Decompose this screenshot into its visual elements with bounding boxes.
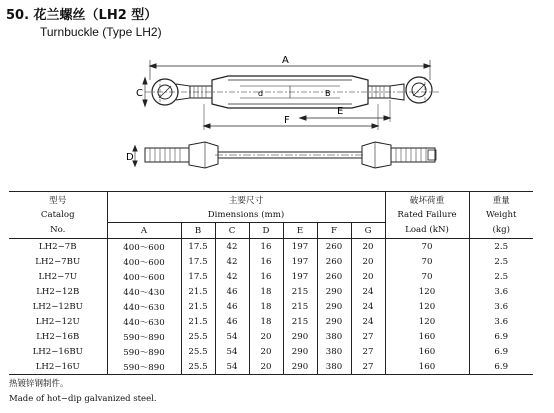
cell-load: 120 [385, 299, 469, 314]
col-load-cn: 破坏荷重 [385, 192, 469, 208]
cell-b: 21.5 [181, 299, 215, 314]
note-en: Made of hot−dip galvanized steel. [9, 394, 157, 404]
cell-b: 17.5 [181, 269, 215, 284]
col-load-en: Rated Failure [385, 207, 469, 223]
cell-b: 25.5 [181, 329, 215, 344]
col-model-en: Catalog [9, 207, 107, 223]
cell-e: 290 [283, 329, 317, 344]
cell-load: 120 [385, 284, 469, 299]
cell-e: 215 [283, 299, 317, 314]
col-weight-cn: 重量 [469, 192, 533, 208]
cell-b: 25.5 [181, 344, 215, 359]
table-row [9, 299, 533, 314]
col-weight-en: Weight [486, 209, 517, 220]
cell-model: LH2−16B [9, 329, 107, 344]
header-row-3 [9, 223, 533, 239]
cell-a: 440～430 [107, 284, 181, 299]
cell-weight: 3.6 [494, 316, 509, 327]
cell-e: 290 [283, 359, 317, 375]
cell-e: 197 [283, 269, 317, 284]
cell-weight: 6.9 [494, 346, 509, 357]
col-dim-f: F [317, 223, 351, 239]
col-weight-unit: (kg) [492, 225, 510, 236]
cell-f: 380 [317, 344, 351, 359]
cell-model: LH2−7BU [9, 254, 107, 269]
cell-f: 260 [317, 269, 351, 284]
cell-g: 27 [351, 359, 385, 375]
cell-e: 197 [283, 254, 317, 269]
cell-c: 46 [215, 284, 249, 299]
cell-d: 18 [249, 314, 283, 329]
dim-label-d: d [258, 89, 264, 98]
cell-d: 20 [249, 344, 283, 359]
dim-label-a: A [282, 55, 289, 66]
cell-e: 215 [283, 314, 317, 329]
cell-d: 16 [249, 254, 283, 269]
cell-a: 400～600 [107, 239, 181, 255]
cell-model: LH2−7U [9, 269, 107, 284]
cell-weight: 6.9 [469, 359, 533, 375]
col-dim-c: C [215, 223, 249, 239]
cell-a: 590～890 [107, 344, 181, 359]
header-row-1 [9, 192, 533, 208]
cell-g: 20 [351, 269, 385, 284]
cell-b: 25.5 [181, 359, 215, 375]
header-row-2 [9, 207, 533, 223]
cell-a: 400～600 [107, 269, 181, 284]
cell-e: 290 [283, 344, 317, 359]
dim-label-e: E [337, 106, 344, 117]
cell-d: 18 [249, 284, 283, 299]
cell-e: 215 [283, 284, 317, 299]
cell-weight: 3.6 [494, 286, 509, 297]
cell-load: 120 [385, 314, 469, 329]
cell-c: 42 [215, 254, 249, 269]
dim-label-d-side: D [126, 152, 134, 163]
cell-c: 42 [215, 239, 249, 255]
table-row [9, 239, 533, 255]
cell-weight: 6.9 [494, 331, 509, 342]
col-load-unit: Load (kN) [385, 223, 469, 239]
cell-model: LH2−16U [9, 359, 107, 375]
spec-table [9, 191, 533, 375]
cell-load: 70 [385, 254, 469, 269]
table-row [9, 359, 533, 375]
cell-a: 400～600 [107, 254, 181, 269]
cell-b: 21.5 [181, 314, 215, 329]
cell-d: 18 [249, 299, 283, 314]
cell-b: 17.5 [181, 254, 215, 269]
table-row [9, 284, 533, 299]
cell-weight: 2.5 [494, 256, 509, 267]
cell-b: 17.5 [181, 239, 215, 255]
cell-g: 20 [351, 254, 385, 269]
col-dim-b: B [181, 223, 215, 239]
cell-e: 197 [283, 239, 317, 255]
dim-label-c: C [136, 88, 143, 99]
col-dim-g: G [351, 223, 385, 239]
cell-c: 54 [215, 359, 249, 375]
col-dims-cn: 主要尺寸 [107, 192, 385, 208]
cell-c: 46 [215, 314, 249, 329]
cell-c: 46 [215, 299, 249, 314]
cell-a: 440～630 [107, 299, 181, 314]
cell-f: 260 [317, 254, 351, 269]
table-row [9, 344, 533, 359]
cell-model: LH2−12U [9, 314, 107, 329]
cell-load: 160 [385, 329, 469, 344]
turnbuckle-side-view [133, 142, 436, 168]
cell-load: 70 [385, 269, 469, 284]
cell-g: 24 [351, 299, 385, 314]
cell-f: 290 [317, 284, 351, 299]
col-dim-e: E [283, 223, 317, 239]
col-model-no: No. [9, 223, 107, 239]
cell-weight: 2.5 [494, 271, 509, 282]
cell-g: 24 [351, 314, 385, 329]
cell-a: 590～890 [107, 359, 181, 375]
table-row [9, 254, 533, 269]
cell-model: LH2−12B [9, 284, 107, 299]
col-dim-d: D [249, 223, 283, 239]
cell-a: 440～630 [107, 314, 181, 329]
col-dims-en: Dimensions (mm) [107, 207, 385, 223]
cell-c: 42 [215, 269, 249, 284]
cell-load: 160 [385, 359, 469, 375]
cell-weight: 3.6 [494, 301, 509, 312]
turnbuckle-top-view [143, 60, 440, 130]
turnbuckle-drawing [0, 0, 554, 190]
col-model-cn: 型号 [9, 192, 107, 208]
cell-g: 27 [351, 344, 385, 359]
cell-model: LH2−7B [9, 239, 107, 255]
cell-f: 380 [317, 359, 351, 375]
dim-label-f: F [284, 115, 290, 126]
page-subtitle: Turnbuckle (Type LH2) [40, 25, 162, 39]
cell-c: 54 [215, 344, 249, 359]
cell-model: LH2−16BU [9, 344, 107, 359]
col-dim-a: A [107, 223, 181, 239]
cell-model: LH2−12BU [9, 299, 107, 314]
cell-b: 21.5 [181, 284, 215, 299]
cell-d: 16 [249, 239, 283, 255]
cell-load: 70 [385, 239, 469, 255]
page-title: 50. 花兰螺丝（LH2 型） [6, 8, 158, 23]
cell-g: 20 [351, 239, 385, 255]
cell-weight: 2.5 [469, 239, 533, 255]
cell-d: 16 [249, 269, 283, 284]
cell-d: 20 [249, 359, 283, 375]
cell-f: 290 [317, 299, 351, 314]
table-row [9, 314, 533, 329]
cell-c: 54 [215, 329, 249, 344]
cell-d: 20 [249, 329, 283, 344]
table-row [9, 329, 533, 344]
cell-g: 24 [351, 284, 385, 299]
cell-f: 290 [317, 314, 351, 329]
cell-f: 260 [317, 239, 351, 255]
dim-label-b: B [325, 89, 331, 98]
cell-f: 380 [317, 329, 351, 344]
cell-g: 27 [351, 329, 385, 344]
table-row [9, 269, 533, 284]
cell-a: 590～890 [107, 329, 181, 344]
note-cn: 热镀锌钢制件。 [9, 379, 69, 389]
cell-load: 160 [385, 344, 469, 359]
